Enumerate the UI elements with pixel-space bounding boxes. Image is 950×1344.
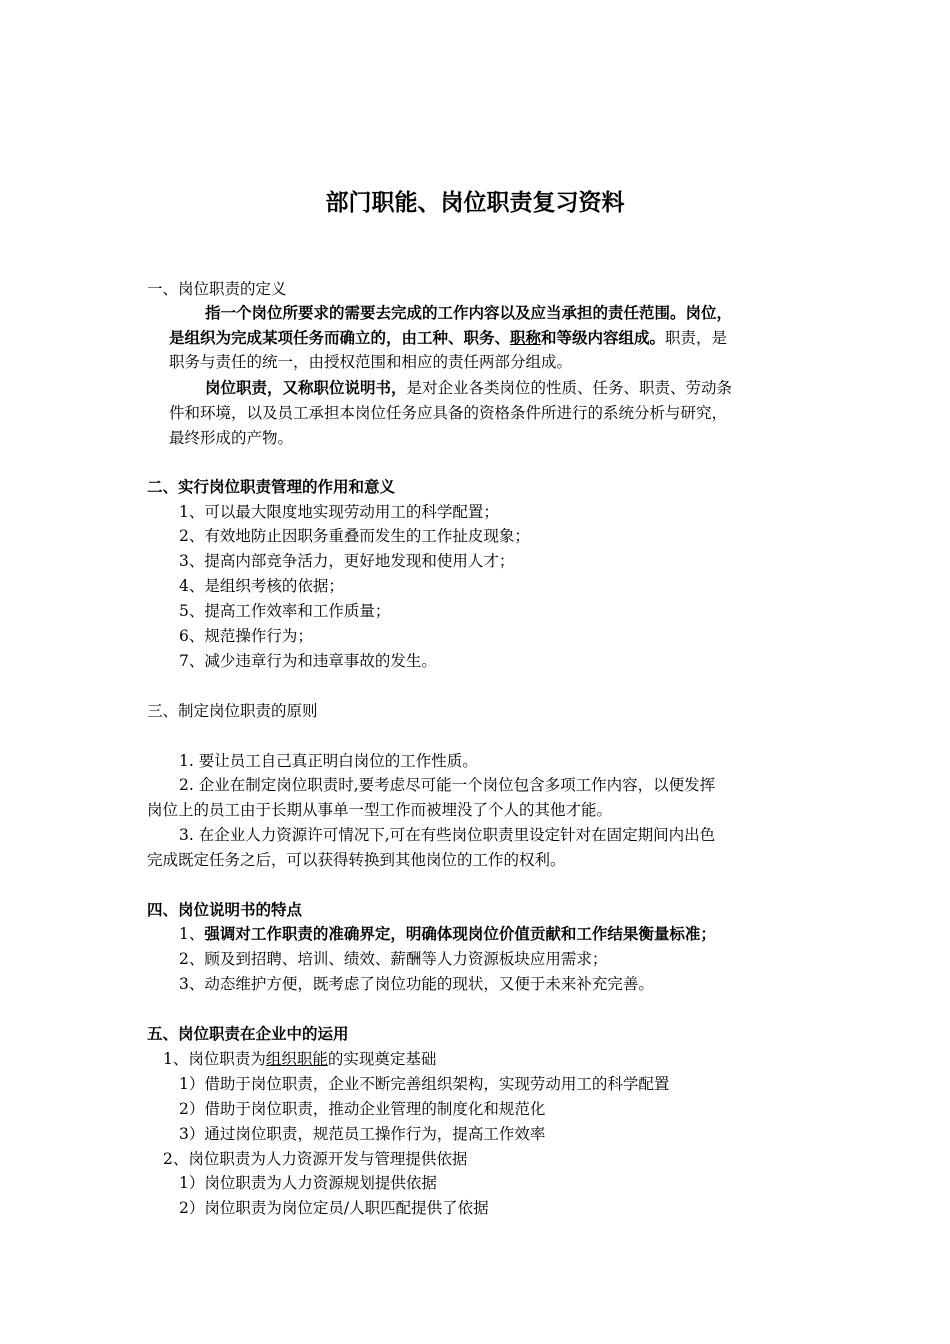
s1-p1-line2-bold2: 和等级内容组成。 (541, 328, 666, 347)
s3-line5: 完成既定任务之后，可以获得转换到其他岗位的工作的权利。 (147, 851, 566, 869)
s1-p2-line1 (205, 376, 732, 400)
list-item: 4、是组织考核的依据； (179, 577, 344, 595)
s3-line3: 岗位上的员工由于长期从事单一型工作而被埋没了个人的其他才能。 (147, 801, 613, 819)
list-item: 3、提高内部竞争活力，更好地发现和使用人才； (179, 552, 515, 570)
section-5-heading: 五、岗位职责在企业中的运用 (147, 1024, 349, 1043)
section-4-heading: 四、岗位说明书的特点 (147, 900, 303, 919)
s4-item3: 3、动态维护方便，既考虑了岗位功能的现状，又便于未来补充完善。 (179, 975, 654, 993)
s3-line1: 1. 要让员工自己真正明白岗位的工作性质。 (179, 752, 478, 770)
s3-line2: 2. 企业在制定岗位职责时,要考虑尽可能一个岗位包含多项工作内容，以便发挥 (179, 776, 716, 794)
list-item: 7、减少违章行为和违章事故的发生。 (179, 652, 437, 670)
s1-p2-line3: 最终形成的产物。 (169, 429, 294, 447)
s5-sub1-underlined: 组织职能 (265, 1050, 328, 1068)
s1-p1-line2-normal: 职责，是 (665, 329, 728, 347)
section-2-heading: 二、实行岗位职责管理的作用和意义 (147, 477, 396, 496)
page-title: 部门职能、岗位职责复习资料 (325, 190, 625, 216)
section-1-heading: 一、岗位职责的定义 (147, 280, 287, 298)
s1-p1-line3: 职务与责任的统一，由授权范围和相应的责任两部分组成。 (169, 353, 573, 371)
list-item: 2）借助于岗位职责，推动企业管理的制度化和规范化 (179, 1100, 546, 1118)
list-item: 1、可以最大限度地实现劳动用工的科学配置； (179, 503, 499, 521)
s1-p1-line1: 指一个岗位所要求的需要去完成的工作内容以及应当承担的责任范围。岗位， (205, 303, 733, 322)
s5-sub1-pre: 1、岗位职责为 (163, 1050, 266, 1068)
list-item: 2）岗位职责为岗位定员/人职匹配提供了依据 (179, 1199, 489, 1217)
list-item: 1）岗位职责为人力资源规划提供依据 (179, 1174, 437, 1192)
list-item: 2、有效地防止因职务重叠而发生的工作扯皮现象； (179, 527, 530, 545)
s4-item1 (179, 922, 716, 946)
s1-p1-line2 (169, 326, 727, 350)
s5-sub2-heading: 2、岗位职责为人力资源开发与管理提供依据 (163, 1150, 468, 1168)
s1-p1-line2-bold: 是组织为完成某项任务而确立的，由工种、职务、 (169, 328, 511, 347)
section-3-heading: 三、制定岗位职责的原则 (147, 702, 318, 720)
s1-p2-line2: 件和环境，以及员工承担本岗位任务应具备的资格条件所进行的系统分析与研究， (169, 404, 728, 422)
s5-sub1-post: 的实现奠定基础 (327, 1050, 437, 1068)
list-item: 6、规范操作行为； (179, 627, 313, 645)
list-item: 3）通过岗位职责，规范员工操作行为，提高工作效率 (179, 1125, 546, 1143)
s1-p2-line1-bold: 岗位职责，又称职位说明书， (205, 378, 407, 397)
s4-item2: 2、顾及到招聘、培训、绩效、薪酬等人力资源板块应用需求； (179, 950, 608, 968)
s5-sub1-heading (163, 1047, 436, 1071)
s4-item1-number: 1、 (179, 925, 205, 943)
s4-item1-text: 强调对工作职责的准确界定，明确体现岗位价值贡献和工作结果衡量标准； (204, 924, 716, 943)
list-item: 1）借助于岗位职责，企业不断完善组织架构，实现劳动用工的科学配置 (179, 1075, 670, 1093)
s1-p1-line2-underlined: 职称 (510, 328, 542, 347)
s1-p2-line1-normal: 是对企业各类岗位的性质、任务、职责、劳动条 (406, 379, 733, 397)
s3-line4: 3. 在企业人力资源许可情况下,可在有些岗位职责里设定针对在固定期间内出色 (179, 826, 716, 844)
list-item: 5、提高工作效率和工作质量； (179, 602, 391, 620)
